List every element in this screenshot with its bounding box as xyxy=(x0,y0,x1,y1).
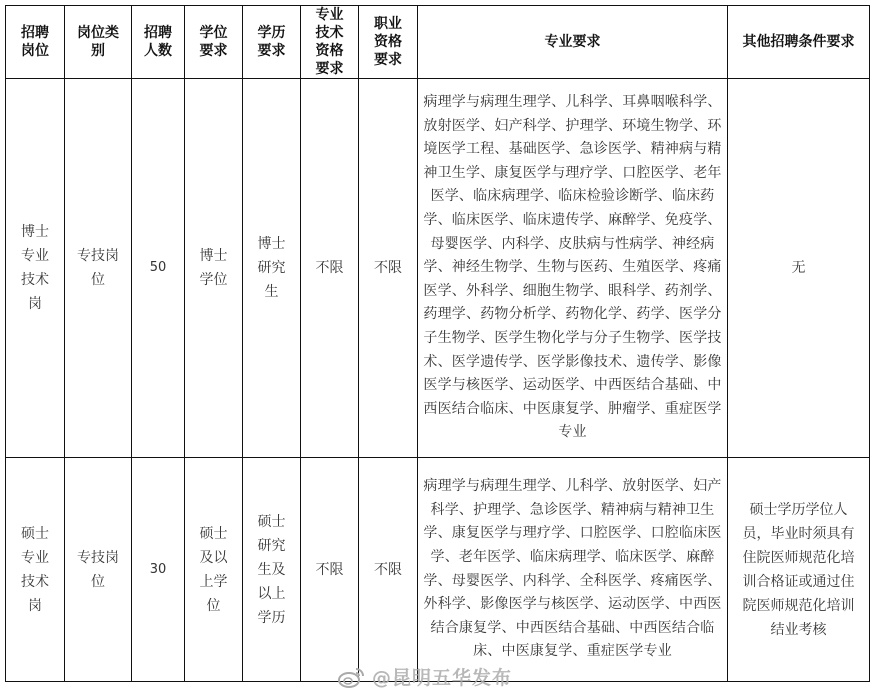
cell-major: 病理学与病理生理学、儿科学、耳鼻咽喉科学、放射医学、妇产科学、护理学、环境生物学、环境医学工程、基础医学、急诊医学、精神病与精神卫生学、康复医学与理疗学、口腔医学、老年医学、临床病理学、临床检验诊断学、临床药学、临床医学、临床遗传学、麻醉学、免疫学、母婴医学、内科学、皮肤病与性病学、神经病学、神经生物学、生物与医药、生殖医学、疼痛医学、外科学、细胞生物学、眼科学、药剂学、药理学、药物分析学、药物化学、药学、医学分子生物学、医学生物化学与分子生物学、医学技术、医学遗传学、医学影像技术、遗传学、影像医学与核医学、运动医学、中西医结合基础、中西医结合临床、中医康复学、肿瘤学、重症医学专业 xyxy=(418,79,728,458)
header-row xyxy=(6,6,870,79)
watermark-text: @昆明五华发布 xyxy=(372,667,513,689)
header-vocational-qualification: 职业资格要求 xyxy=(359,6,418,79)
cell-other: 硕士学历学位人员，毕业时须具有住院医师规范化培训合格证或通过住院医师规范化培训结业考核 xyxy=(728,458,870,682)
cell-count: 50 xyxy=(132,79,185,458)
cell-tech-qualification: 不限 xyxy=(301,458,359,682)
cell-education: 博士研究生 xyxy=(243,79,301,458)
header-tech-qualification: 专业技术资格要求 xyxy=(301,6,359,79)
recruitment-table xyxy=(5,5,870,682)
header-education: 学历要求 xyxy=(243,6,301,79)
cell-degree: 硕士及以上学位 xyxy=(185,458,243,682)
cell-other: 无 xyxy=(728,79,870,458)
cell-category: 专技岗位 xyxy=(65,79,132,458)
header-degree: 学位要求 xyxy=(185,6,243,79)
cell-vocational-qualification: 不限 xyxy=(359,79,418,458)
cell-category: 专技岗位 xyxy=(65,458,132,682)
cell-degree: 博士学位 xyxy=(185,79,243,458)
table-row xyxy=(6,458,870,682)
cell-vocational-qualification: 不限 xyxy=(359,458,418,682)
header-count: 招聘人数 xyxy=(132,6,185,79)
header-other: 其他招聘条件要求 xyxy=(728,6,870,79)
table-row xyxy=(6,79,870,458)
cell-tech-qualification: 不限 xyxy=(301,79,359,458)
cell-major: 病理学与病理生理学、儿科学、放射医学、妇产科学、护理学、急诊医学、精神病与精神卫生学、康复医学与理疗学、口腔医学、口腔临床医学、老年医学、临床病理学、临床医学、麻醉学、母婴医学、内科学、全科医学、疼痛医学、外科学、影像医学与核医学、运动医学、中西医结合康复学、中西医结合基础、中西医结合临床、中医康复学、重症医学专业 xyxy=(418,458,728,682)
cell-education: 硕士研究生及以上学历 xyxy=(243,458,301,682)
header-position: 招聘岗位 xyxy=(6,6,65,79)
header-major: 专业要求 xyxy=(418,6,728,79)
cell-count: 30 xyxy=(132,458,185,682)
cell-position: 硕士专业技术岗 xyxy=(6,458,65,682)
header-category: 岗位类别 xyxy=(65,6,132,79)
cell-position: 博士专业技术岗 xyxy=(6,79,65,458)
